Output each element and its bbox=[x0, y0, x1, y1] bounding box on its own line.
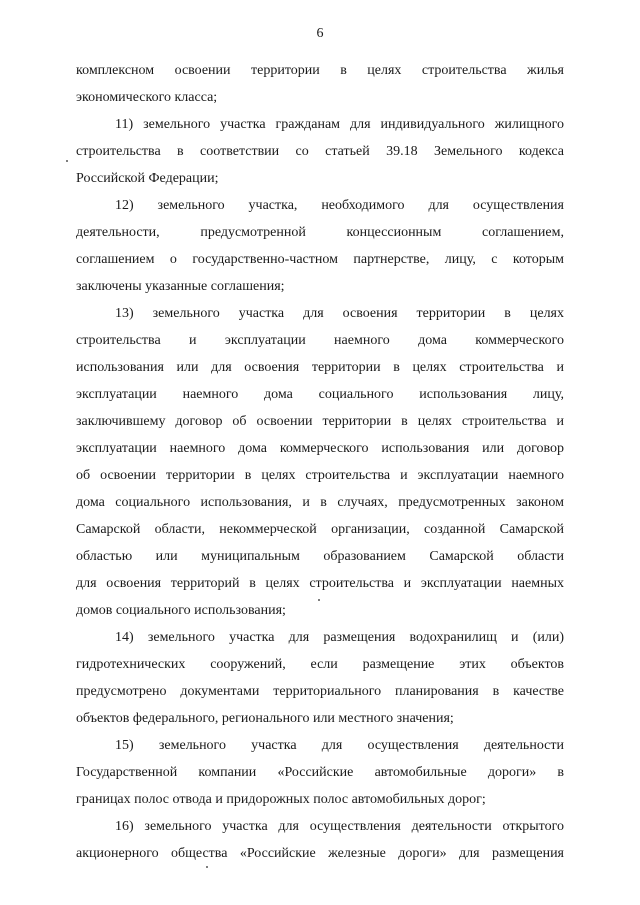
text-line: 13) земельного участка для освоения территории в целях bbox=[115, 306, 564, 321]
text-line: Самарской области, некоммерческой организации, созданной Самарской bbox=[76, 522, 564, 537]
text-line: об освоении территории в целях строительства и эксплуатации наемного bbox=[76, 468, 564, 483]
text-line: 11) земельного участка гражданам для индивидуального жилищного bbox=[115, 117, 564, 132]
text-line: экономического класса; bbox=[76, 90, 218, 105]
text-line: заключившему договор об освоении территории в целях строительства и bbox=[76, 414, 564, 429]
text-line: 15) земельного участка для осуществления деятельности bbox=[115, 738, 564, 753]
text-line: эксплуатации наемного дома коммерческого использования или договор bbox=[76, 441, 564, 456]
text-line: эксплуатации наемного дома социального использования лицу, bbox=[76, 387, 564, 402]
text-line: строительства в соответствии со статьей 39.18 Земельного кодекса bbox=[76, 144, 564, 159]
text-line: дома социального использования, и в случаях, предусмотренных законом bbox=[76, 495, 564, 510]
paragraph-item-12 bbox=[76, 192, 564, 300]
text-line: Российской Федерации; bbox=[76, 171, 219, 186]
paragraph-item-14 bbox=[76, 624, 564, 732]
text-line: Государственной компании «Российские автомобильные дороги» в bbox=[76, 765, 564, 780]
text-line: областью или муниципальным образованием Самарской области bbox=[76, 549, 564, 564]
scan-speck bbox=[66, 160, 68, 162]
paragraph-item-13 bbox=[76, 300, 564, 624]
paragraph-continuation bbox=[76, 57, 564, 111]
page-number: 6 bbox=[316, 26, 324, 41]
scan-speck bbox=[206, 866, 208, 868]
text-line: гидротехнических сооружений, если размещение этих объектов bbox=[76, 657, 564, 672]
text-line: границах полос отвода и придорожных полос автомобильных дорог; bbox=[76, 792, 486, 807]
text-line: для освоения территорий в целях строительства и эксплуатации наемных bbox=[76, 576, 564, 591]
text-line: деятельности, предусмотренной концессионным соглашением, bbox=[76, 225, 564, 240]
text-line: использования или для освоения территории в целях строительства и bbox=[76, 360, 564, 375]
text-line: 14) земельного участка для размещения водохранилищ и (или) bbox=[115, 630, 564, 645]
text-line: комплексном освоении территории в целях строительства жилья bbox=[76, 63, 564, 78]
text-line: соглашением о государственно-частном партнерстве, лицу, с которым bbox=[76, 252, 564, 267]
text-line: акционерного общества «Российские железные дороги» для размещения bbox=[76, 846, 564, 861]
paragraph-item-11 bbox=[76, 111, 564, 192]
scan-speck bbox=[318, 599, 320, 601]
text-line: заключены указанные соглашения; bbox=[76, 279, 285, 294]
document-body bbox=[76, 57, 564, 867]
paragraph-item-16 bbox=[76, 813, 564, 867]
text-line: 12) земельного участка, необходимого для осуществления bbox=[115, 198, 564, 213]
text-line: предусмотрено документами территориального планирования в качестве bbox=[76, 684, 564, 699]
text-line: 16) земельного участка для осуществления деятельности открытого bbox=[115, 819, 564, 834]
text-line: объектов федерального, регионального или местного значения; bbox=[76, 711, 454, 726]
text-line: строительства и эксплуатации наемного дома коммерческого bbox=[76, 333, 564, 348]
text-line: домов социального использования; bbox=[76, 603, 286, 618]
paragraph-item-15 bbox=[76, 732, 564, 813]
